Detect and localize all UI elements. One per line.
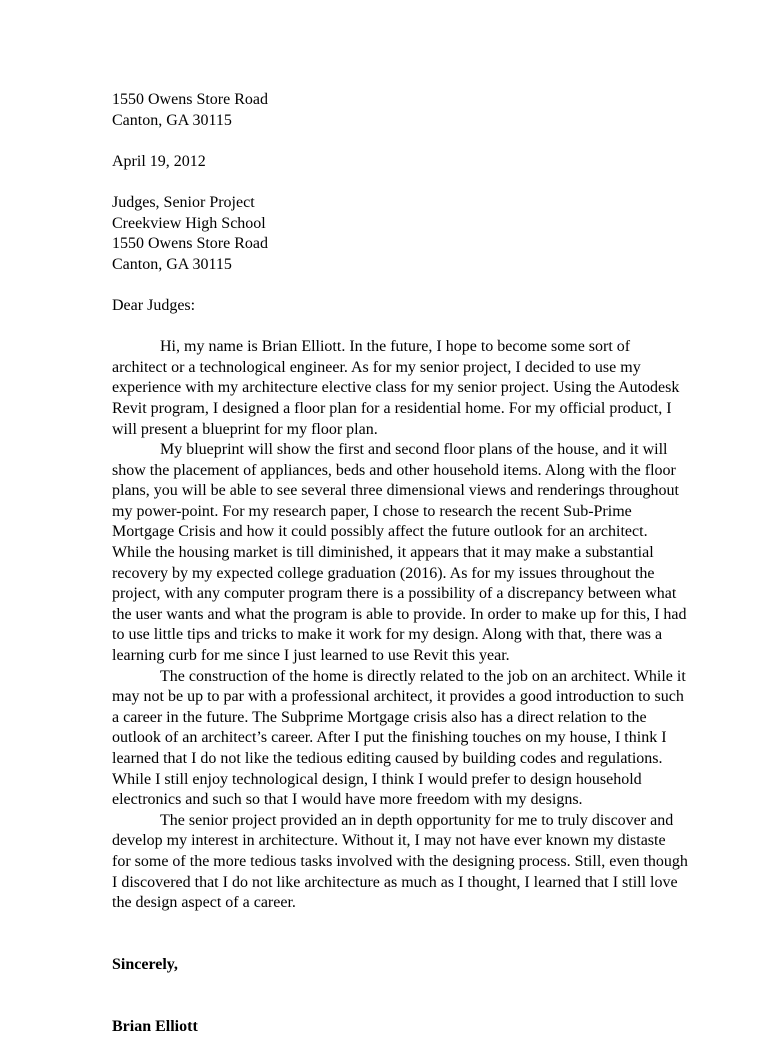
- paragraph-line: the design aspect of a career.: [112, 894, 296, 912]
- paragraph-line: outlook of an architect’s career. After I put the finishing touches on my house, I think I: [112, 729, 667, 747]
- sender-address-line: 1550 Owens Store Road: [112, 91, 268, 108]
- paragraph-line: a career in the future. The Subprime Mortgage crisis also has a direct relation to the: [112, 708, 647, 726]
- sender-address: [112, 90, 652, 131]
- letter-date: April 19, 2012: [112, 152, 206, 170]
- body-paragraph: [112, 440, 687, 667]
- salutation: Dear Judges:: [112, 296, 196, 314]
- paragraph-line: recovery by my expected college graduation (2016). As for my issues throughout the: [112, 564, 655, 582]
- paragraph-line: experience with my architecture elective class for my senior project. Using the Autodesk: [112, 379, 680, 397]
- paragraph-line: the user wants and what the program is able to provide. In order to make up for this, I had: [112, 605, 687, 623]
- paragraph-line: may not be up to par with a professional architect, it provides a good introduction to such: [112, 688, 684, 706]
- signature: Brian Elliott: [112, 1017, 198, 1035]
- recipient-address: [112, 193, 652, 275]
- recipient-address-line: Judges, Senior Project: [112, 193, 255, 211]
- body-paragraph: [112, 667, 686, 811]
- letter-page: [112, 90, 688, 1037]
- paragraph-line: show the placement of appliances, beds and other household items. Along with the floor: [112, 461, 676, 479]
- paragraph-line: my power-point. For my research paper, I chose to research the recent Sub-Prime: [112, 502, 632, 520]
- recipient-address-line: Creekview High School: [112, 214, 266, 232]
- paragraph-line: electronics and such so that I would have more freedom with my designs.: [112, 791, 583, 809]
- paragraph-line: will present a blueprint for my floor plan.: [112, 420, 378, 438]
- paragraph-line: While the housing market is till diminished, it appears that it may make a substantial: [112, 544, 654, 562]
- body-paragraph: [112, 337, 680, 440]
- paragraph-line: Hi, my name is Brian Elliott. In the future, I hope to become some sort of: [160, 338, 631, 356]
- paragraph-line: for some of the more tedious tasks involved with the designing process. Still, even though: [112, 852, 688, 870]
- paragraph-line: The construction of the home is directly related to the job on an architect. While it: [160, 667, 686, 685]
- recipient-address-line: Canton, GA 30115: [112, 255, 232, 273]
- paragraph-line: architect or a technological engineer. As for my senior project, I decided to use my: [112, 358, 641, 376]
- paragraph-line: Revit program, I designed a floor plan for a residential home. For my official product, I: [112, 399, 672, 417]
- paragraph-line: Mortgage Crisis and how it could possibly affect the future outlook for an architect.: [112, 523, 648, 541]
- paragraph-line: My blueprint will show the first and second floor plans of the house, and it will: [160, 441, 668, 459]
- paragraph-line: project, with any computer program there is a possibility of a discrepancy between what: [112, 585, 677, 603]
- paragraph-line: to use little tips and tricks to make it work for my design. Along with that, there was a: [112, 626, 663, 644]
- closing: Sincerely,: [112, 955, 178, 973]
- paragraph-line: learning curb for me since I just learned to use Revit this year.: [112, 647, 510, 665]
- paragraph-line: The senior project provided an in depth opportunity for me to truly discover and: [160, 811, 674, 829]
- body-paragraph: [112, 811, 688, 914]
- recipient-address-line: 1550 Owens Store Road: [112, 235, 268, 253]
- paragraph-line: plans, you will be able to see several three dimensional views and renderings throughout: [112, 482, 679, 500]
- sender-address-line: Canton, GA 30115: [112, 111, 232, 129]
- paragraph-line: While I still enjoy technological design, I think I would prefer to design household: [112, 770, 642, 788]
- paragraph-line: learned that I do not like the tedious editing caused by building codes and regulations.: [112, 750, 663, 767]
- paragraph-line: develop my interest in architecture. Without it, I may not have ever known my distaste: [112, 832, 666, 850]
- letter-body: [112, 337, 688, 914]
- paragraph-line: I discovered that I do not like architecture as much as I thought, I learned that I still love: [112, 873, 678, 891]
